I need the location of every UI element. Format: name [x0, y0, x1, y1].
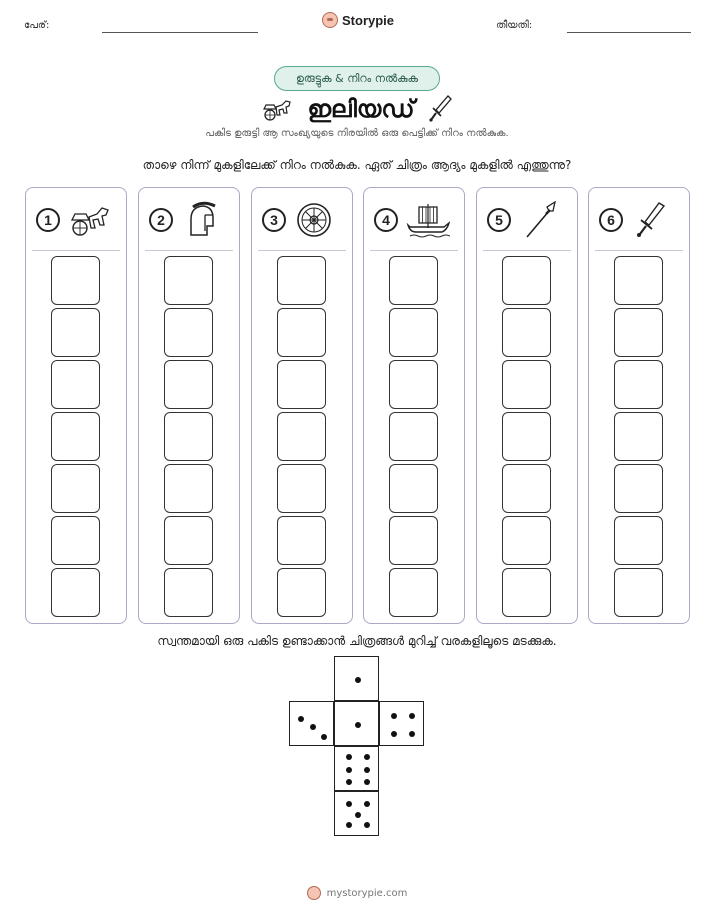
- column-header: [374, 202, 458, 238]
- sword-icon: [428, 94, 454, 124]
- page-title: ഇലിയഡ്: [307, 95, 415, 123]
- color-box[interactable]: [51, 256, 100, 305]
- fold-instruction: സ്വന്തമായി ഒരു പകിട ഉണ്ടാക്കാൻ ചിത്രങ്ങൾ മുറിച്ച് വരകളിലൂടെ മടക്കുക.: [157, 634, 557, 648]
- column-divider: [595, 250, 683, 251]
- column-number: 5: [487, 208, 511, 232]
- column-5: [476, 187, 578, 624]
- dice-pip: [355, 812, 361, 818]
- column-divider: [370, 250, 458, 251]
- color-box[interactable]: [614, 464, 663, 513]
- column-header: [149, 202, 233, 238]
- color-box[interactable]: [51, 464, 100, 513]
- footer-url[interactable]: mystorypie.com: [326, 887, 408, 899]
- color-box[interactable]: [614, 308, 663, 357]
- storypie-logo-icon: [322, 12, 338, 28]
- dice-pip: [346, 779, 352, 785]
- column-2: [138, 187, 240, 624]
- color-box[interactable]: [614, 256, 663, 305]
- date-label: തീയതി:: [496, 20, 533, 31]
- color-box[interactable]: [164, 412, 213, 461]
- instruction: താഴെ നിന്ന് മുകളിലേക്ക് നിറം നൽകുക. ഏത് ചിത്രം ആദ്യം മുകളിൽ എത്തുന്നു?: [142, 158, 572, 172]
- name-line[interactable]: [102, 32, 258, 33]
- color-box[interactable]: [502, 516, 551, 565]
- color-box[interactable]: [502, 568, 551, 617]
- dice-pip: [364, 801, 370, 807]
- column-header: [36, 202, 120, 238]
- column-6: [588, 187, 690, 624]
- column-header: [599, 202, 683, 238]
- dice-pip: [391, 731, 397, 737]
- column-divider: [32, 250, 120, 251]
- dice-pip: [298, 716, 304, 722]
- dice-pip: [364, 779, 370, 785]
- dice-pip: [364, 754, 370, 760]
- color-box[interactable]: [51, 516, 100, 565]
- color-box[interactable]: [614, 568, 663, 617]
- box-stack: [51, 256, 101, 620]
- dice-pip: [355, 722, 361, 728]
- dice-pip: [364, 822, 370, 828]
- column-4: [363, 187, 465, 624]
- column-number: 6: [599, 208, 623, 232]
- color-box[interactable]: [614, 360, 663, 409]
- dice-pip: [364, 767, 370, 773]
- color-box[interactable]: [614, 516, 663, 565]
- color-box[interactable]: [502, 256, 551, 305]
- column-divider: [258, 250, 346, 251]
- dice-pip: [391, 713, 397, 719]
- column-header: [262, 202, 346, 238]
- color-box[interactable]: [164, 360, 213, 409]
- color-box[interactable]: [164, 256, 213, 305]
- dice-pip: [310, 724, 316, 730]
- color-box[interactable]: [51, 568, 100, 617]
- box-stack: [614, 256, 664, 620]
- dice-pip: [346, 767, 352, 773]
- color-box[interactable]: [389, 360, 438, 409]
- brand: [322, 12, 402, 28]
- color-box[interactable]: [389, 412, 438, 461]
- brand-name: Storypie: [342, 12, 395, 28]
- column-number: 4: [374, 208, 398, 232]
- column-header: [487, 202, 571, 238]
- color-box[interactable]: [277, 308, 326, 357]
- column-number: 1: [36, 208, 60, 232]
- color-box[interactable]: [51, 308, 100, 357]
- color-box[interactable]: [277, 516, 326, 565]
- dice-face[interactable]: [379, 701, 424, 746]
- color-box[interactable]: [164, 516, 213, 565]
- dice-pip: [346, 822, 352, 828]
- color-box[interactable]: [389, 256, 438, 305]
- dice-pip: [409, 731, 415, 737]
- color-box[interactable]: [277, 464, 326, 513]
- color-box[interactable]: [277, 360, 326, 409]
- column-number: 3: [262, 208, 286, 232]
- title-row: [0, 92, 714, 126]
- box-stack: [277, 256, 327, 620]
- sword-icon: [631, 201, 675, 239]
- spear-icon: [519, 201, 563, 239]
- box-stack: [164, 256, 214, 620]
- subtitle: പകിട ഉരുട്ടി ആ സംഖ്യയുടെ നിരയിൽ ഒരു പെട്ടിക്ക് നിറം നൽകുക.: [205, 128, 509, 139]
- dice-pip: [346, 801, 352, 807]
- column-divider: [483, 250, 571, 251]
- footer: [0, 886, 714, 900]
- column-3: [251, 187, 353, 624]
- color-box[interactable]: [614, 412, 663, 461]
- column-divider: [145, 250, 233, 251]
- color-box[interactable]: [277, 412, 326, 461]
- color-box[interactable]: [51, 412, 100, 461]
- color-box[interactable]: [389, 464, 438, 513]
- storypie-logo-icon: [307, 886, 321, 900]
- dice-face[interactable]: [289, 701, 334, 746]
- dice-pip: [355, 677, 361, 683]
- shield-icon: [294, 201, 338, 239]
- dice-face[interactable]: [334, 791, 379, 836]
- color-box[interactable]: [389, 516, 438, 565]
- color-box[interactable]: [389, 568, 438, 617]
- color-box[interactable]: [164, 568, 213, 617]
- date-line[interactable]: [567, 32, 691, 33]
- color-box[interactable]: [502, 360, 551, 409]
- dice-pip: [321, 734, 327, 740]
- color-box[interactable]: [502, 464, 551, 513]
- dice-pip: [346, 754, 352, 760]
- dice-face[interactable]: [334, 701, 379, 746]
- color-box[interactable]: [277, 256, 326, 305]
- dice-face[interactable]: [334, 656, 379, 701]
- chariot-icon: [68, 201, 112, 239]
- name-label: പേര്:: [24, 20, 50, 31]
- box-stack: [502, 256, 552, 620]
- color-box[interactable]: [277, 568, 326, 617]
- color-box[interactable]: [502, 412, 551, 461]
- color-box[interactable]: [502, 308, 551, 357]
- column-1: [25, 187, 127, 624]
- activity-tag: ഉരുട്ടുക & നിറം നൽകുക: [274, 66, 440, 91]
- color-box[interactable]: [389, 308, 438, 357]
- chariot-icon: [260, 97, 294, 121]
- color-box[interactable]: [164, 308, 213, 357]
- box-stack: [389, 256, 439, 620]
- helmet-icon: [181, 201, 225, 239]
- color-box[interactable]: [51, 360, 100, 409]
- dice-pip: [409, 713, 415, 719]
- dice-face[interactable]: [334, 746, 379, 791]
- column-number: 2: [149, 208, 173, 232]
- ship-icon: [406, 201, 450, 239]
- color-box[interactable]: [164, 464, 213, 513]
